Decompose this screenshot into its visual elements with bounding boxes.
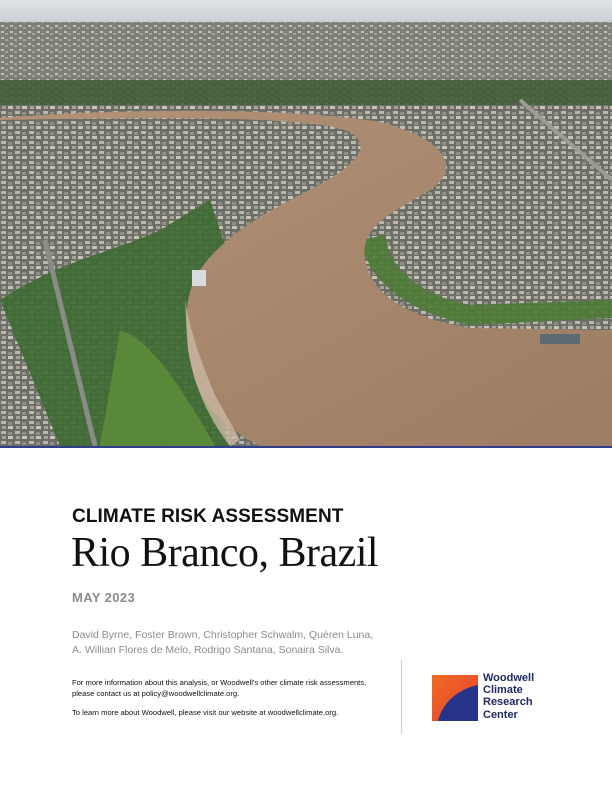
contact-info (72, 677, 382, 726)
accent-rule (0, 446, 612, 448)
author-list (72, 628, 392, 658)
woodwell-logo-wordmark (483, 672, 534, 721)
publication-date: MAY 2023 (72, 590, 136, 605)
logo-word: Woodwell (483, 672, 535, 684)
website-paragraph: To learn more about Woodwell, please visit our website at woodwellclimate.org. (72, 708, 339, 717)
authors-line: A. Willian Flores de Melo, Rodrigo Santana, Sonaira Silva. (72, 644, 344, 656)
logo-word: Research (483, 696, 533, 709)
report-type-heading: CLIMATE RISK ASSESSMENT (72, 506, 344, 527)
report-title: Rio Branco, Brazil (71, 530, 379, 576)
logo-word: Climate (483, 684, 523, 697)
contact-paragraph: For more information about this analysis, or Woodwell's other climate risk assessments, please contact us at policy@woodwellclimate.org. (72, 678, 367, 698)
logo-word: Center (483, 708, 518, 721)
vertical-divider (401, 660, 402, 734)
authors-line: David Byrne, Foster Brown, Christopher Schwalm, Quéren Luna, (72, 629, 374, 641)
woodwell-logo-icon (432, 675, 478, 721)
